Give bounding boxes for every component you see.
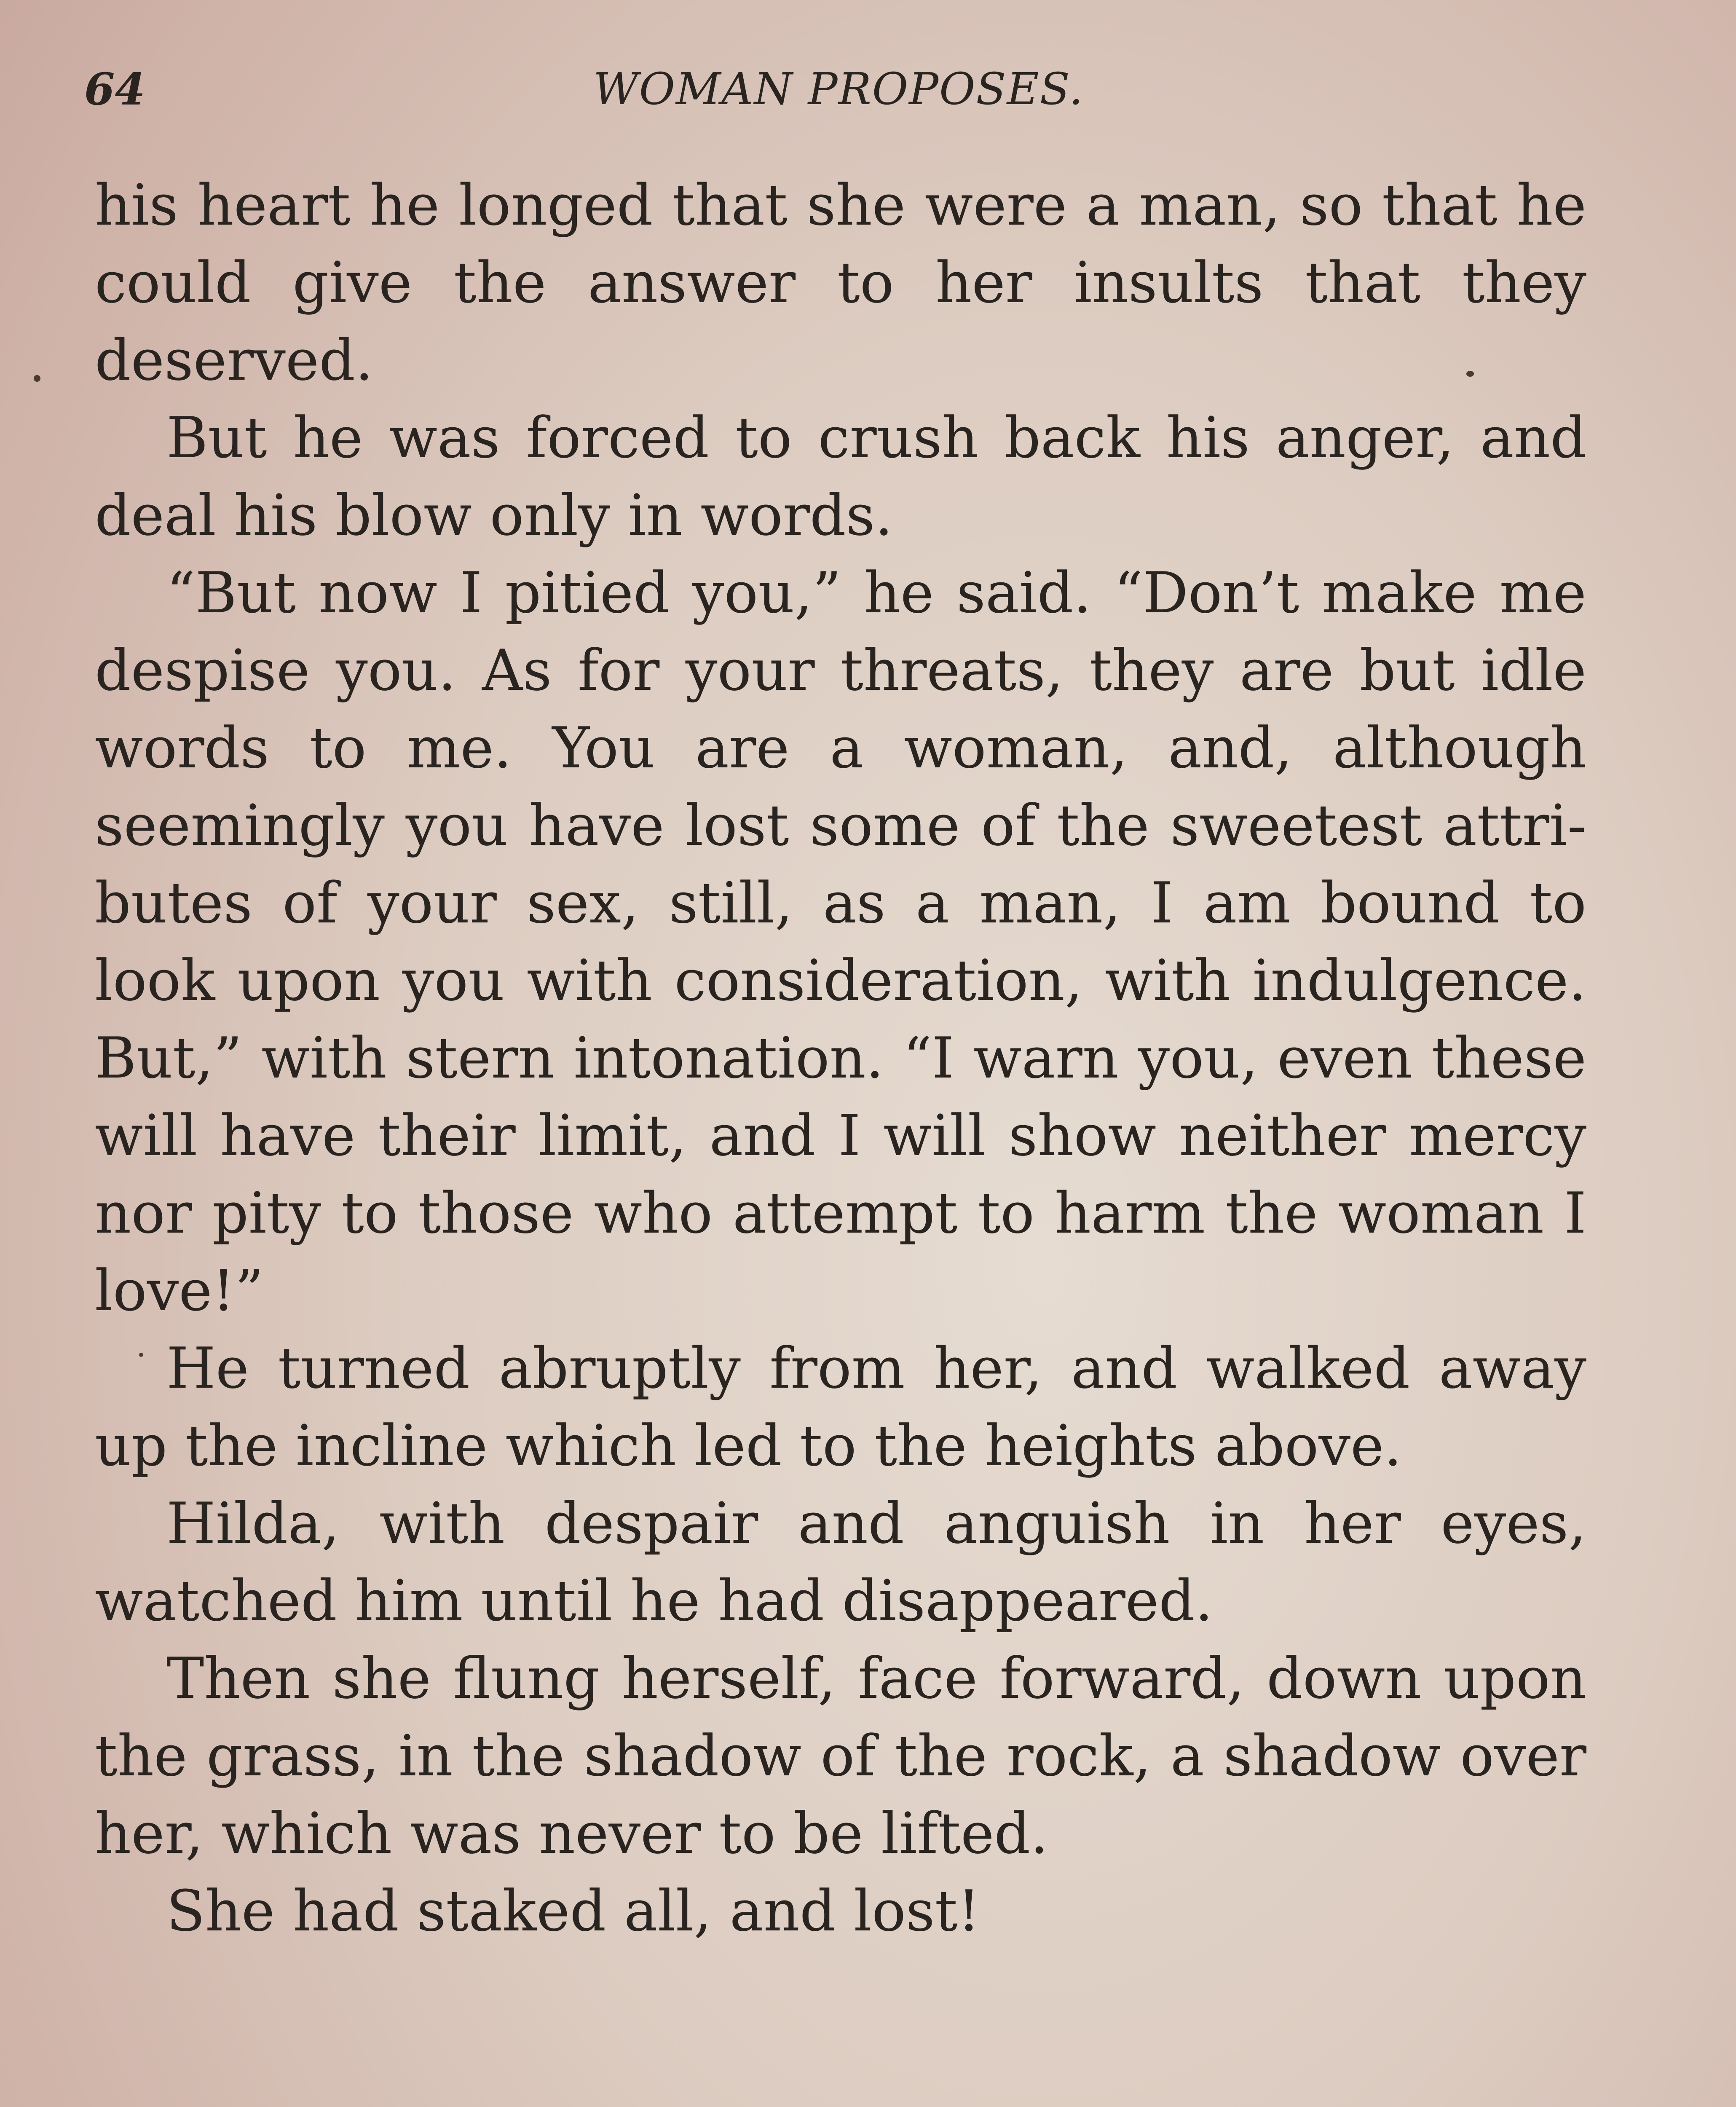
body-text [95, 166, 1586, 1950]
paragraph: He turned abruptly from her, and walked away up the incline which led to the heights above. [95, 1335, 1586, 1479]
paper-speck [34, 375, 40, 382]
page-number: 64 [84, 63, 145, 115]
running-title: WOMAN PROPOSES. [593, 63, 1084, 115]
page-header [84, 63, 1593, 122]
paragraph-final: She had staked all, and lost! [166, 1878, 981, 1944]
paragraph: Then she flung herself, face forward, down upon the grass, in the shadow of the rock, a shadow over her, which was never to be lifted. [95, 1646, 1586, 1866]
paper-speck [1466, 371, 1474, 377]
paragraph: “But now I pitied you,” he said. “Don’t make me despise you. As for your threats, they are but idle words to me. You are a woman, and, although seemingly you have lost some of the sweetest attri-butes of your sex, still, as a man, I am bound to look upon you with consideration, with indulgence. But,” with stern intonation. “I warn you, even these will have their limit, and I will show neither mercy nor pity to those who attempt to harm the woman I love!” [95, 560, 1586, 1324]
paragraph-continuation: his heart he longed that she were a man, so that he could give the answer to her insults that they deserved. [95, 172, 1586, 393]
paragraph: Hilda, with despair and anguish in her eyes, watched him until he had disappeared. [95, 1490, 1586, 1634]
paper-speck [139, 1353, 143, 1357]
paragraph: But he was forced to crush back his anger, and deal his blow only in words. [95, 405, 1586, 548]
